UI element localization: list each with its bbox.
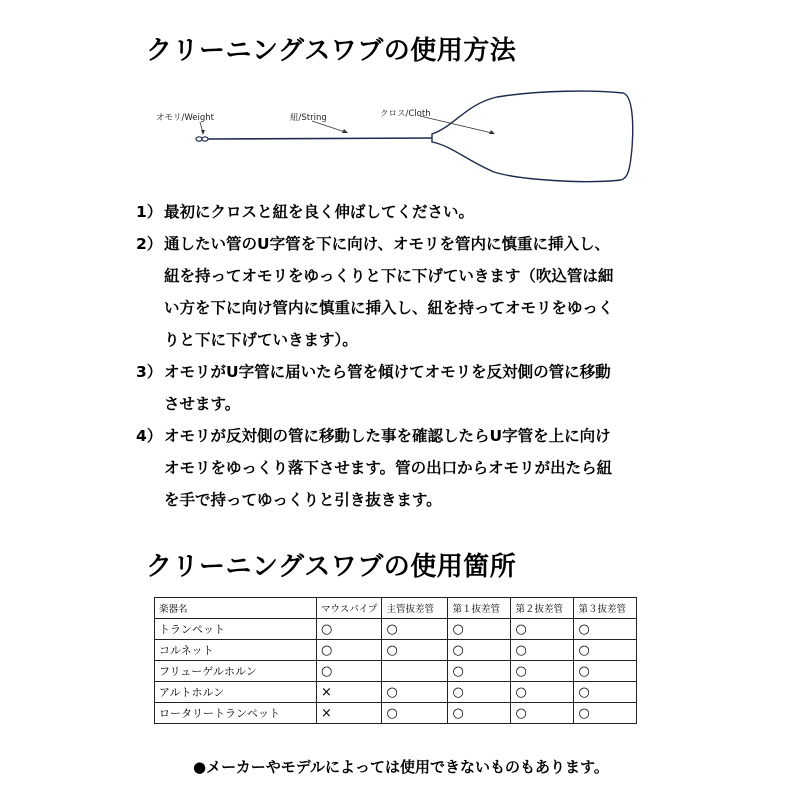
table-cell: ○ [574, 619, 637, 640]
table-cell: ○ [317, 661, 382, 682]
instrument-cell: アルトホルン [155, 682, 317, 703]
table-cell: ○ [574, 661, 637, 682]
string-line [208, 138, 440, 139]
weight-label: オモリ/Weight [156, 113, 214, 123]
table-header: 第２抜差管 [511, 598, 574, 619]
table-cell: ○ [382, 619, 448, 640]
table-cell: ○ [574, 682, 637, 703]
table-cell: ○ [448, 640, 511, 661]
step-text: 最初にクロスと紐を良く伸ばしてください。 [164, 203, 475, 221]
cloth-label: クロス/Cloth [380, 109, 431, 119]
step-text: オモリが反対側の管に移動した事を確認したらU字管を上に向け オモリをゆっくり落下させます。管の出口からオモリが出たら紐 を手で持ってゆっくりと引き抜きます。 [164, 427, 613, 509]
weight-pointer [200, 122, 205, 135]
cloth-shape [432, 91, 633, 181]
instrument-cell: ロータリートランペット [155, 703, 317, 724]
table-cell: ○ [511, 661, 574, 682]
usage-table [154, 597, 637, 724]
table-cell: × [317, 682, 382, 703]
instrument-cell: トランペット [155, 619, 317, 640]
table-cell [382, 661, 448, 682]
table-row [155, 619, 637, 640]
step-text: オモリがU字管に届いたら管を傾けてオモリを反対側の管に移動 させます。 [164, 363, 611, 413]
instrument-cell: コルネット [155, 640, 317, 661]
step-number: 2） [136, 235, 163, 253]
table-header-row [155, 598, 637, 619]
footnote: ●メーカーやモデルによっては使用できないものもあります。 [193, 758, 609, 776]
table-cell: ○ [317, 619, 382, 640]
table-cell: ○ [574, 640, 637, 661]
step-number: 1） [136, 203, 163, 221]
table-cell: ○ [511, 682, 574, 703]
table-cell: × [317, 703, 382, 724]
table-cell: ○ [448, 661, 511, 682]
string-label: 紐/String [290, 113, 327, 123]
swab-diagram [0, 0, 800, 190]
step-number: 3） [136, 363, 163, 381]
table-header: 楽器名 [155, 598, 317, 619]
step-item [136, 196, 696, 228]
instruction-list [136, 196, 696, 516]
table-cell: ○ [511, 703, 574, 724]
table-cell: ○ [511, 619, 574, 640]
table-header: 主管抜差管 [382, 598, 448, 619]
step-item [136, 228, 696, 356]
table-cell: ○ [448, 619, 511, 640]
table-cell: ○ [382, 682, 448, 703]
table-cell: ○ [574, 703, 637, 724]
step-text: 通したい管のU字管を下に向け、オモリを管内に慎重に挿入し、 紐を持ってオモリをゆっくりと下に下げていきます（吹込管は細 い方を下に向け管内に慎重に挿入し、紐を持ってオモリをゆっく りと下に下げていきます）。 [164, 235, 614, 349]
step-item [136, 420, 696, 516]
table-row [155, 640, 637, 661]
table-header: 第１抜差管 [448, 598, 511, 619]
table-header: マウスパイプ [317, 598, 382, 619]
table-cell: ○ [448, 682, 511, 703]
table-cell: ○ [382, 640, 448, 661]
table-row [155, 682, 637, 703]
weight-icon [196, 137, 208, 141]
table-header: 第３抜差管 [574, 598, 637, 619]
step-number: 4） [136, 427, 163, 445]
table-row [155, 703, 637, 724]
step-item [136, 356, 696, 420]
table-cell: ○ [317, 640, 382, 661]
section-title: クリーニングスワブの使用箇所 [146, 552, 517, 582]
page-title: クリーニングスワブの使用方法 [146, 36, 517, 66]
table-row [155, 661, 637, 682]
table-cell: ○ [448, 703, 511, 724]
instrument-cell: フリューゲルホルン [155, 661, 317, 682]
table-cell: ○ [511, 640, 574, 661]
table-cell: ○ [382, 703, 448, 724]
